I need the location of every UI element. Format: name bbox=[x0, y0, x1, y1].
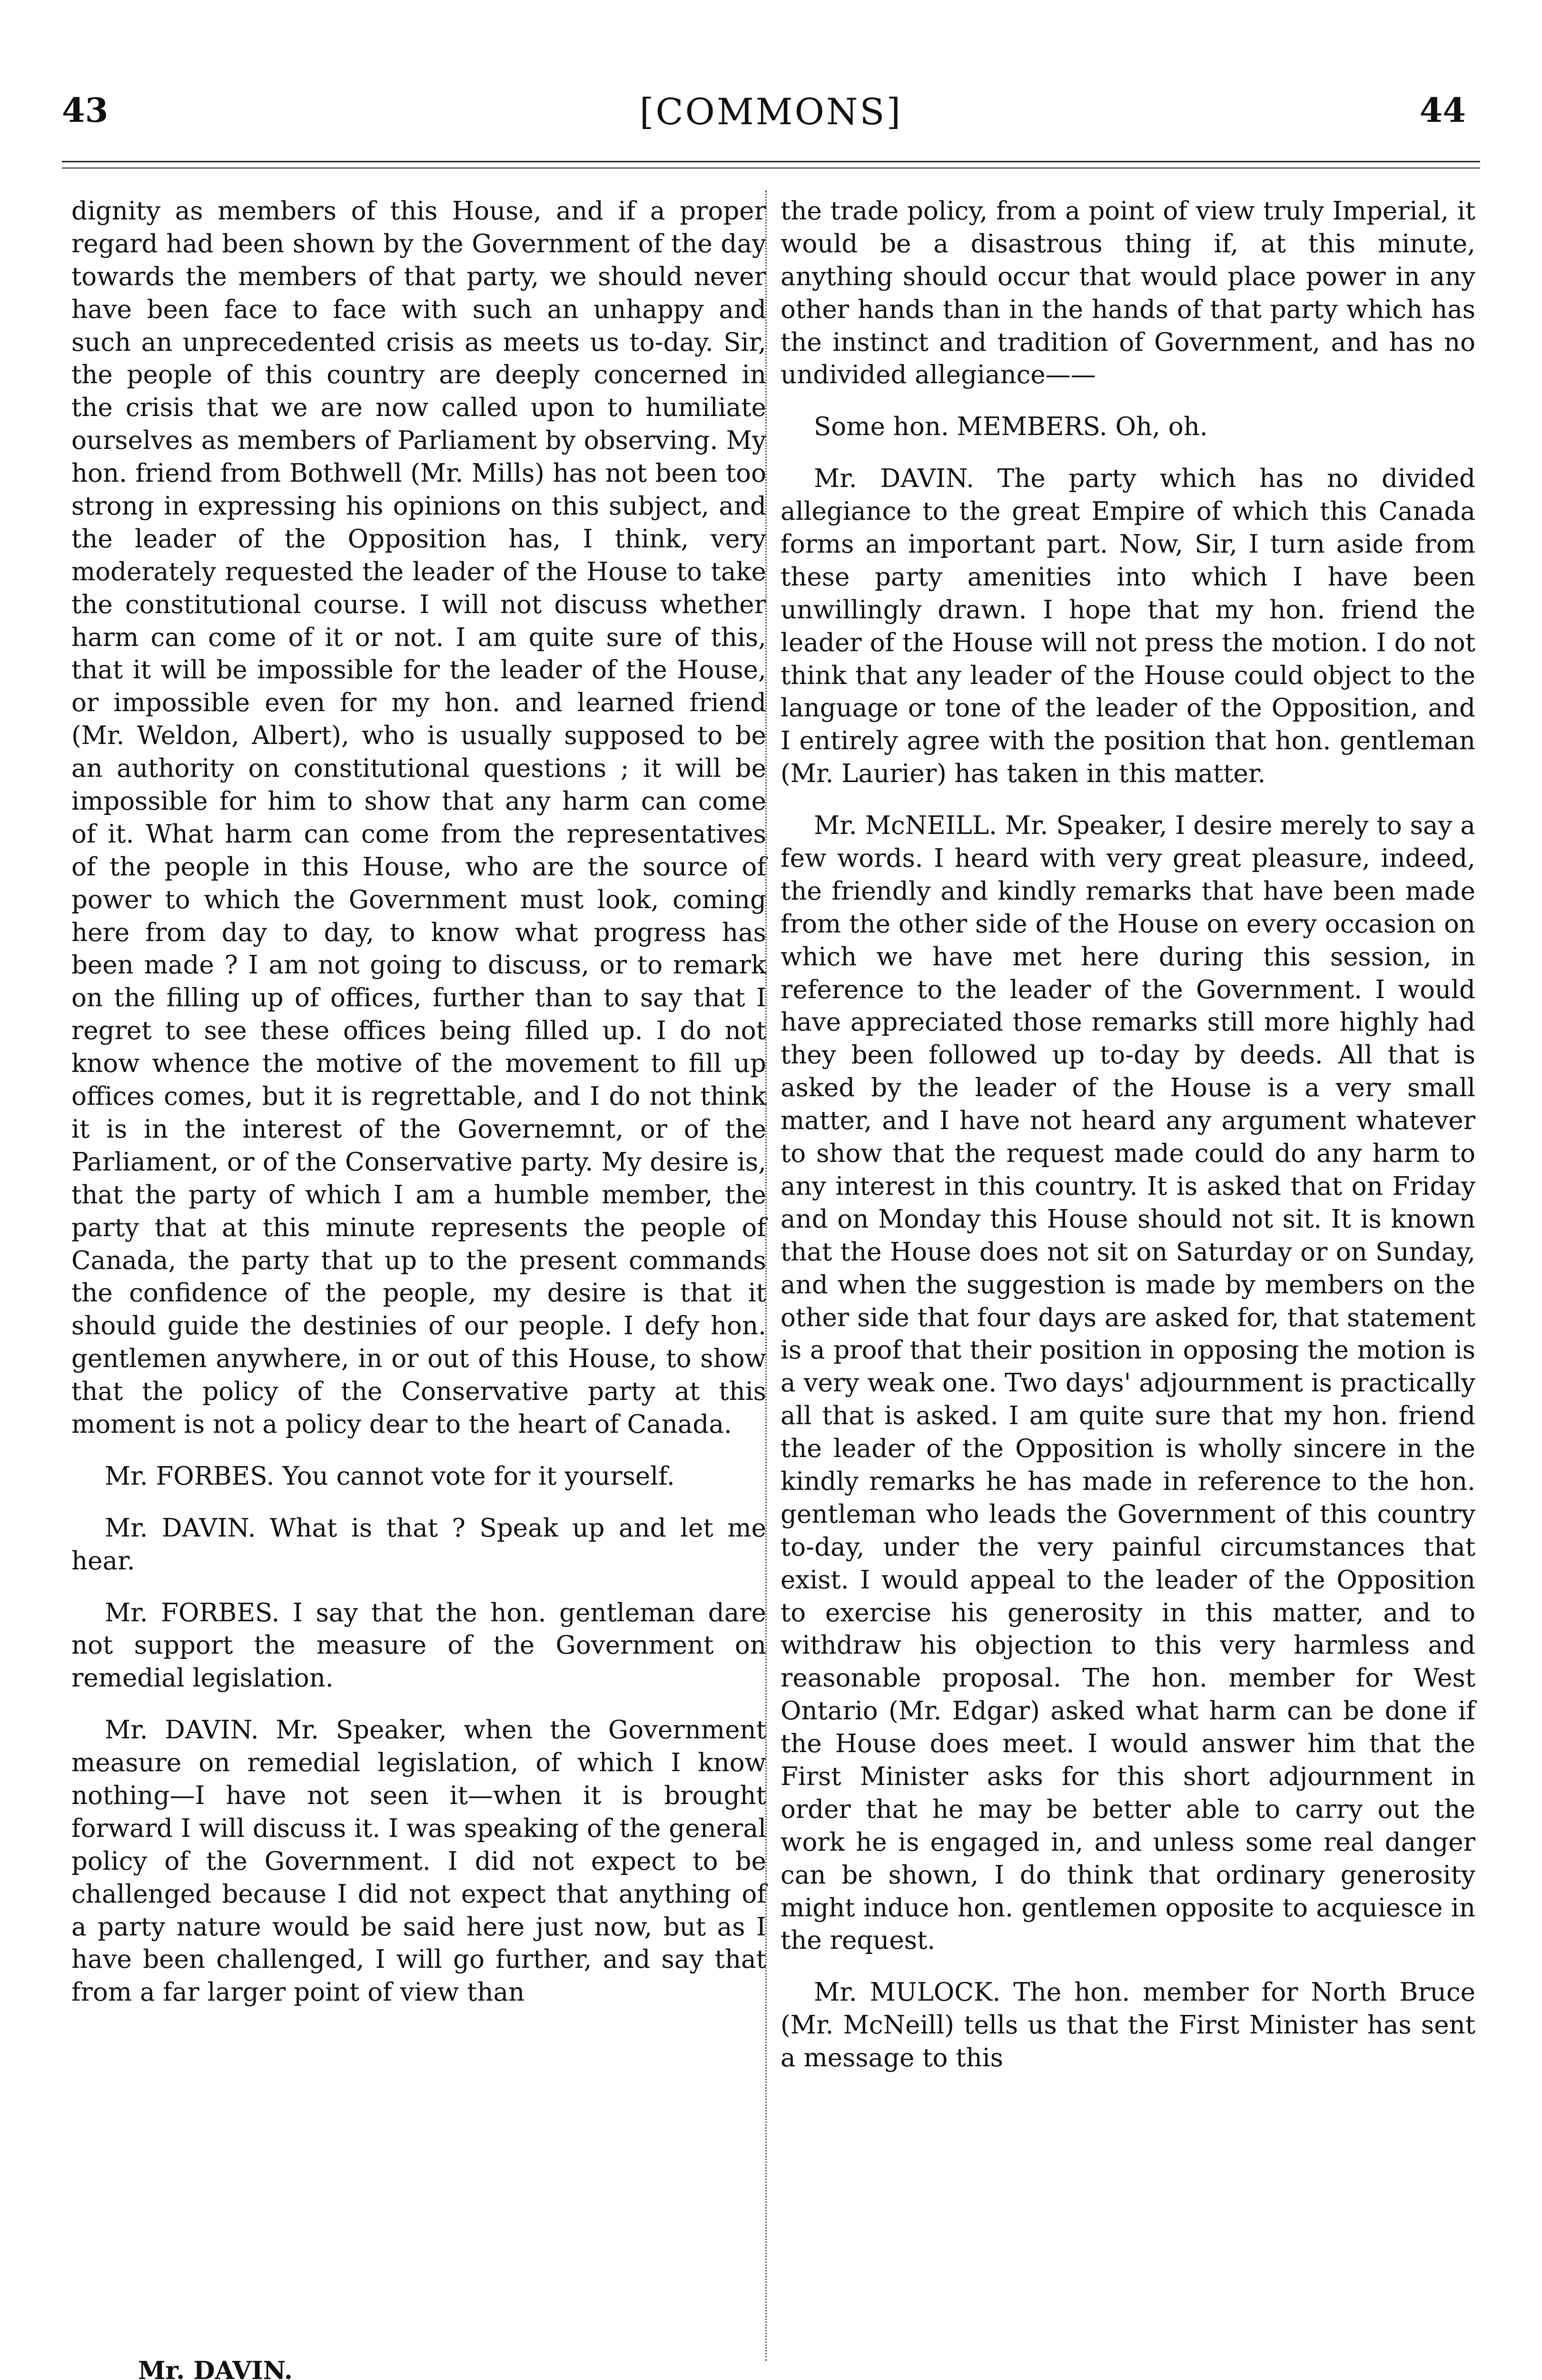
page-title: [COMMONS] bbox=[639, 90, 903, 133]
page-header bbox=[0, 0, 1542, 152]
paragraph: Mr. FORBES. You cannot vote for it yourself. bbox=[105, 1461, 675, 1491]
paragraph: Mr. DAVIN. What is that ? Speak up and let me hear. bbox=[71, 1513, 766, 1576]
footer-catchword: Mr. DAVIN. bbox=[138, 2356, 293, 2380]
paragraph: Mr. DAVIN. The party which has no divided allegiance to the great Empire of which this Canada forms an important part. Now, Sir, I turn aside from these party amenities into which I have been unwillingly drawn. I hope that my hon. friend the leader of the House will not press the motion. I do not think that any leader of the House could object to the language or tone of the leader of the Opposition, and I entirely agree with the position that hon. gentleman (Mr. Laurier) has taken in this matter. bbox=[781, 464, 1475, 789]
left-column bbox=[71, 195, 766, 2028]
column-divider bbox=[765, 190, 767, 2361]
page-number-left: 43 bbox=[62, 90, 109, 130]
header-rule bbox=[62, 161, 1480, 162]
paragraph: Mr. McNEILL. Mr. Speaker, I desire merely to say a few words. I heard with very great pleasure, indeed, the friendly and kindly remarks that have been made from the other side of the House on every occasion on which we have met here during this session, in reference to the leader of the Government. I would have appreciated those remarks still more highly had they been followed up to-day by deeds. All that is asked by the leader of the House is a very small matter, and I have not heard any argument whatever to show that the request made could do any harm to any interest in this country. It is asked that on Friday and on Monday this House should not sit. It is known that the House does not sit on Saturday or on Sunday, and when the suggestion is made by members on the other side that four days are asked for, that statement is a proof that their position in opposing the motion is a very weak one. Two days' adjournment is practically all that is asked. I am quite sure that my hon. friend the leader of the Opposition is wholly sincere in the kindly remarks he has made in reference to the hon. gentleman who leads the Government of this country to-day, under the very painful circumstances that exist. I would appeal to the leader of the Opposition to exercise his generosity in this matter, and to withdraw his objection to this very harmless and reasonable proposal. The hon. member for West Ontario (Mr. Edgar) asked what harm can be done if the House does meet. I would answer him that the First Minister asks for this short adjournment in order that he may be better able to carry out the work he is engaged in, and unless some real danger can be shown, I do think that ordinary generosity might induce hon. gentlemen opposite to acquiesce in the request. bbox=[781, 811, 1475, 1955]
page-number-right: 44 bbox=[1419, 90, 1466, 130]
paragraph: Mr. DAVIN. Mr. Speaker, when the Government measure on remedial legislation, of which I know nothing—I have not seen it—when it is brought forward I will discuss it. I was speaking of the general policy of the Government. I did not expect to be challenged because I did not expect that anything of a party nature would be said here just now, but as I have been challenged, I will go further, and say that from a far larger point of view than bbox=[71, 1716, 766, 2007]
paragraph: Mr. MULOCK. The hon. member for North Bruce (Mr. McNeill) tells us that the First Minister has sent a message to this bbox=[781, 1978, 1475, 2073]
paragraph: dignity as members of this House, and if a proper regard had been shown by the Government of the day towards the members of that party, we should never have been face to face with such an unhappy and such an unprecedented crisis as meets us to-day. Sir, the people of this country are deeply concerned in the crisis that we are now called upon to humiliate ourselves as members of Parliament by observing. My hon. friend from Bothwell (Mr. Mills) has not been too strong in expressing his opinions on this subject, and the leader of the Opposition has, I think, very moderately requested the leader of the House to take the constitutional course. I will not discuss whether harm can come of it or not. I am quite sure of this, that it will be impossible for the leader of the House, or impossible even for my hon. and learned friend (Mr. Weldon, Albert), who is usually supposed to be an authority on constitutional questions ; it will be impossible for him to show that any harm can come of it. What harm can come from the representatives of the people in this House, who are the source of power to which the Government must look, coming here from day to day, to know what progress has been made ? I am not going to discuss, or to remark on the filling up of offices, further than to say that I regret to see these offices being filled up. I do not know whence the motive of the movement to fill up offices comes, but it is regrettable, and I do not think it is in the interest of the Governemnt, or of the Parliament, or of the Conservative party. My desire is, that the party of which I am a humble member, the party that at this minute represents the people of Canada, the party that up to the present commands the confidence of the people, my desire is that it should guide the destinies of our people. I defy hon. gentlemen anywhere, in or out of this House, to show that the policy of the Conservative party at this moment is not a policy dear to the heart of Canada. bbox=[71, 197, 766, 1439]
right-column bbox=[781, 195, 1475, 2094]
header-rule-thin bbox=[62, 168, 1480, 169]
paragraph: Mr. FORBES. I say that the hon. gentleman dare not support the measure of the Government on remedial legislation. bbox=[71, 1598, 766, 1693]
paragraph: the trade policy, from a point of view truly Imperial, it would be a disastrous thing if, at this minute, anything should occur that would place power in any other hands than in the hands of that party which has the instinct and tradition of Government, and has no undivided allegiance—— bbox=[781, 197, 1475, 390]
paragraph: Some hon. MEMBERS. Oh, oh. bbox=[814, 412, 1208, 442]
